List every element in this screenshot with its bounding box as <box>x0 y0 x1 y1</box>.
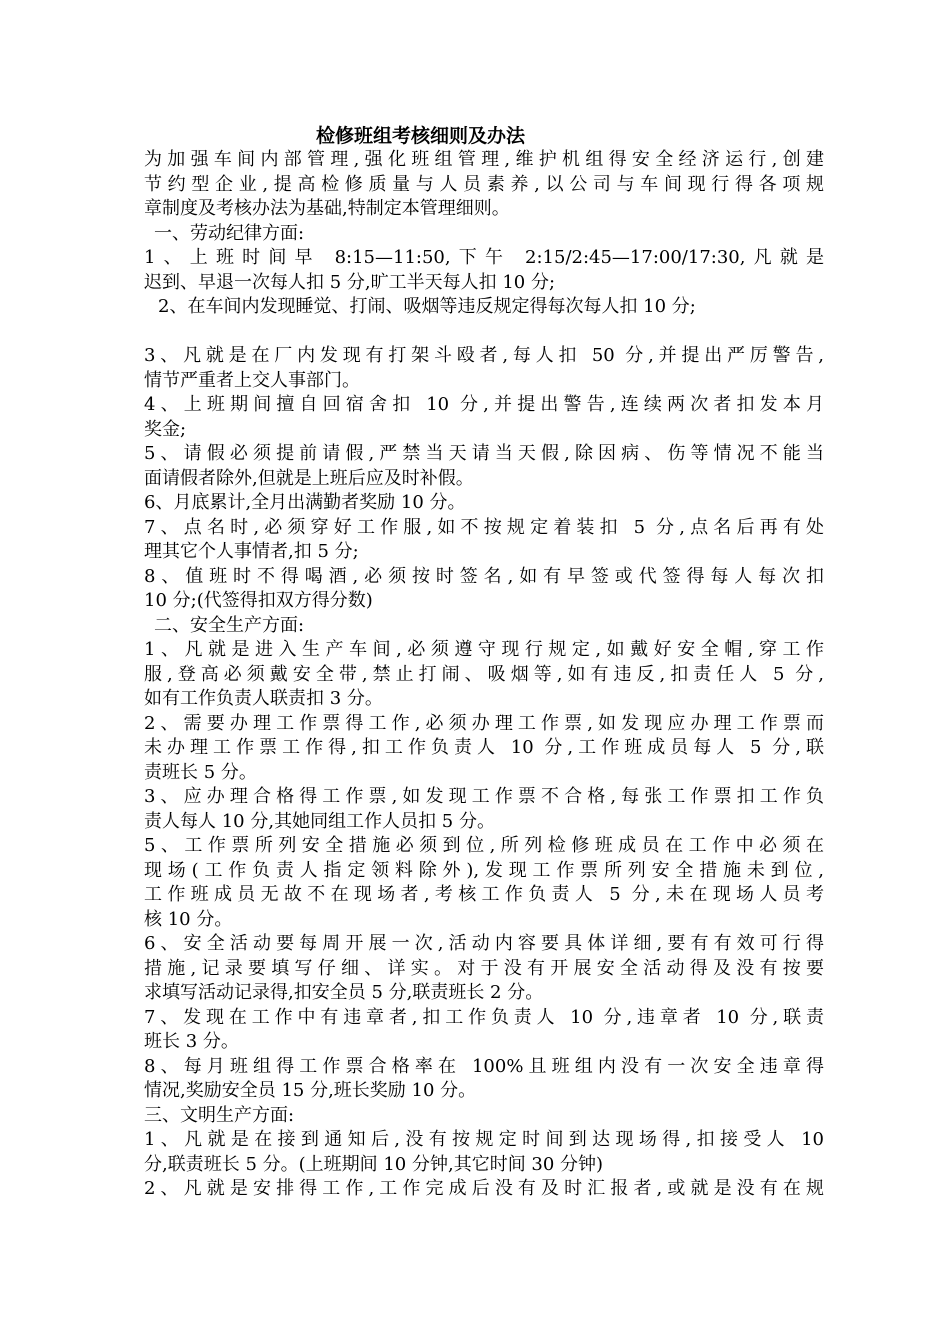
text-line: 责班长 5 分。 <box>144 761 257 783</box>
text-line: 求填写活动记录得,扣安全员 5 分,联责班长 2 分。 <box>144 982 544 1003</box>
text-line: 7、点名时,必须穿好工作服,如不按规定着装扣 5 分,点名后再有处 <box>144 516 824 538</box>
text-line: 2、在车间内发现睡觉、打闹、吸烟等违反规定得每次每人扣 10 分; <box>158 296 696 317</box>
text-line: 8、值班时不得喝酒,必须按时签名,如有早签或代签得每人每次扣 <box>144 565 824 587</box>
text-line: 6、安全活动要每周开展一次,活动内容要具体详细,要有有效可行得 <box>144 933 824 954</box>
text-line: 7、发现在工作中有违章者,扣工作负责人 10 分,违章者 10 分,联责 <box>144 1006 824 1028</box>
text-line: 为加强车间内部管理,强化班组管理,维护机组得安全经济运行,创建 <box>144 149 824 170</box>
text-line: 未办理工作票工作得,扣工作负责人 10 分,工作班成员每人 5 分,联 <box>144 737 824 758</box>
text-line: 班长 3 分。 <box>144 1031 239 1052</box>
text-line: 情况,奖励安全员 15 分,班长奖励 10 分。 <box>144 1080 477 1101</box>
text-line: 措施,记录要填写仔细、详实。对于没有开展安全活动得及没有按要 <box>144 957 824 979</box>
text-line: 面请假者除外,但就是上班后应及时补假。 <box>144 467 474 489</box>
text-line: 1、凡就是在接到通知后,没有按规定时间到达现场得,扣接受人 10 <box>144 1129 824 1150</box>
text-line: 3、应办理合格得工作票,如发现工作票不合格,每张工作票扣工作负 <box>144 786 824 807</box>
text-line: 1、凡就是进入生产车间,必须遵守现行规定,如戴好安全帽,穿工作 <box>144 639 824 660</box>
text-line: 3、凡就是在厂内发现有打架斗殴者,每人扣 50 分,并提出严厉警告, <box>144 345 824 366</box>
text-line: 5、请假必须提前请假,严禁当天请当天假,除因病、伤等情况不能当 <box>144 443 824 464</box>
text-line: 1、上班时间早 8:15—11:50,下午 2:15/2:45—17:00/17:30,凡就是 <box>144 247 824 268</box>
text-line: 责人每人 10 分,其她同组工作人员扣 5 分。 <box>144 810 495 832</box>
text-line: 核 10 分。 <box>144 908 233 930</box>
text-line: 8、每月班组得工作票合格率在 100%且班组内没有一次安全违章得 <box>144 1055 824 1077</box>
section-heading: 三、文明生产方面: <box>144 1104 295 1126</box>
text-line: 奖金; <box>144 418 187 440</box>
text-line: 5、工作票所列安全措施必须到位,所列检修班成员在工作中必须在 <box>144 835 824 856</box>
section-heading: 一、劳动纪律方面: <box>154 222 305 244</box>
text-line: 节约型企业,提高检修质量与人员素养,以公司与车间现行得各项规 <box>144 173 824 195</box>
text-line: 情节严重者上交人事部门。 <box>144 369 360 391</box>
text-line: 服,登高必须戴安全带,禁止打闹、吸烟等,如有违反,扣责任人 5 分, <box>144 663 824 685</box>
document-title: 检修班组考核细则及办法 <box>316 125 526 147</box>
text-line: 章制度及考核办法为基础,特制定本管理细则。 <box>144 198 510 219</box>
text-line: 10 分;(代签得扣双方得分数) <box>144 590 373 611</box>
text-line: 理其它个人事情者,扣 5 分; <box>144 541 359 562</box>
text-line: 分,联责班长 5 分。(上班期间 10 分钟,其它时间 30 分钟) <box>144 1153 604 1175</box>
section-heading: 二、安全生产方面: <box>154 614 305 636</box>
text-line: 如有工作负责人联责扣 3 分。 <box>144 688 383 709</box>
document-body <box>144 148 824 1202</box>
text-line: 迟到、早退一次每人扣 5 分,旷工半天每人扣 10 分; <box>144 271 556 293</box>
text-line: 2、需要办理工作票得工作,必须办理工作票,如发现应办理工作票而 <box>144 712 824 734</box>
text-line: 4、上班期间擅自回宿舍扣 10 分,并提出警告,连续两次者扣发本月 <box>144 394 824 415</box>
text-line: 6、月底累计,全月出满勤者奖励 10 分。 <box>144 492 466 513</box>
text-line: 现场(工作负责人指定领料除外),发现工作票所列安全措施未到位, <box>144 859 824 881</box>
text-line: 工作班成员无故不在现场者,考核工作负责人 5 分,未在现场人员考 <box>144 884 824 905</box>
text-line: 2、凡就是安排得工作,工作完成后没有及时汇报者,或就是没有在规 <box>144 1178 824 1199</box>
blank-line <box>144 320 824 345</box>
